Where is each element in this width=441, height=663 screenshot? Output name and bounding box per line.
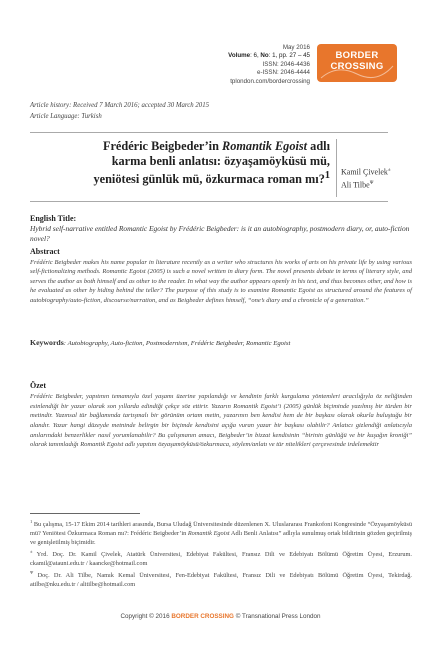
english-title-text: Hybrid self-narrative entitled Romantic Egoist by Frédéric Beigbeder: is it an autobiography, postmodern diary, or, auto-fiction novel?: [30, 224, 410, 243]
article-history: [30, 100, 330, 122]
ozet-heading: Özet: [30, 381, 46, 390]
footnote-1: $^1$ Bu çalışma, 15-17 Ekim 2014 tarihleri arasında, Bursa Uludağ Üniversitesinde düzenlenen X. Uluslararası Frankofoni Kongresinde “Özyaşamöyküsü mü? Yeniötesi Özkurmaca Roman mı?: Frédéric Beigbeder’in Romantik Egoist Adlı Benli Anlatısı” adlıyla sunulmuş ortak bildirinin gözden geçirilmiş ve genişletilmiş biçimidir.: [30, 519, 413, 546]
author-1: Kamil Çivelek±: [341, 167, 391, 177]
logo-line-2: CROSSING: [330, 61, 384, 72]
eissn: e-ISSN: 2046-4444: [257, 69, 310, 77]
footnote-rule: [30, 513, 140, 514]
footnotes: [30, 518, 412, 590]
copyright-footer: Copyright © 2016 BORDER CROSSING © Transnational Press London: [120, 613, 321, 620]
title-block: [30, 132, 391, 202]
history-dates: Article history: Received 7 March 2016; accepted 30 March 2015: [30, 102, 209, 109]
border-crossing-logo: [317, 44, 397, 82]
issn: ISSN: 2046-4436: [262, 60, 310, 68]
abstract-text: Frédéric Beigbeder makes his name popular in literature recently as a writer who structures his works of arts on his private life by using various self-fictionalizing methods. Romantic Egoist (2005) is such a novel written in diary form. The novel presents debate in terms of literary style, and serves the author as both himself and as other to the reader. In what way the author appears openly in his text, and thus becomes other, and how is he evaluated as other by hiding behind the teller? The purpose of this study is to examine Romantic Egoist as structured around the features of autobiography/auto-fiction, discourse/narration, and as Beigbeder defines himself, “one’s diary and a chronicle of a generation.”: [30, 259, 412, 304]
journal-header: [160, 44, 310, 86]
issue-date: May 2016: [282, 44, 310, 51]
logo-line-1: BORDER: [335, 50, 379, 61]
volume-info: Volume: 6, No: 1, pp. 27 – 45: [228, 52, 310, 60]
keywords: Keywords: Autobiography, Auto-fiction, Postmodernism, Frédéric Beigbeder, Romantic Egoist: [30, 338, 291, 347]
journal-url[interactable]: tplondon.com/bordercrossing: [230, 77, 310, 85]
footnote-2: ± Yrd. Doç. Dr. Kamil Çivelek, Atatürk Üniversitesi, Edebiyat Fakültesi, Fransız Dili ve Edebiyatı Bölümü Öğretim Üyesi, Erzurum. ckamil@atauni.edu.tr / kaancke@hotmail.com: [30, 548, 412, 567]
english-title-label: English Title:: [30, 214, 77, 223]
title-divider: [336, 139, 337, 197]
abstract-heading: Abstract: [30, 247, 60, 256]
author-2: Ali Tilbe$^\Psi$: [341, 180, 374, 190]
footnote-3: $^\Psi$ Doç. Dr. Ali Tilbe, Namık Kemal Üniversitesi, Fen-Edebiyat Fakültesi, Fransız Dili ve Edebiyatı Bölümü Öğretim Üyesi, Tekirdağ. atilbe@nku.edu.tr / alitilbe@hotmail.com: [30, 569, 413, 588]
author-list: [341, 165, 401, 190]
ozet-text: Frédéric Beigbeder, yapıtının temamıyla özel yaşamı üzerine yapılandığı ve kendinin farklı kurgulama yöntemleri aracılığıyla öz neliğinden esinlendiği bir yazar olarak son yıllarda edindiği çekçe söz ettirir. Yazarın Romantik Egoist’i (2005) günlük biçiminde yazılmış bir türden bir metindir. Yazınsal tür bağlamında tartışmalı bir görünüm ortam metin, yazarının ben kendisi hem de bir başkası olarak okurla buluştuğu bir alandır. Yazar hangi düzeyde metninde belirgin bir biçimde kendisini açığa vuran yazar bir başkası olabilir? Anlatıcı gizlendiği anlatıcıyla anılarındaki benzerlikler nasıl yorumlanabilir? Bu çalışmanın amacı, Beigbeder’in bizzat kendisinin “birinin günlüğü ve bir kuşağın kroniği” olarak tanımladığı Romantik Egoist adlı yapıtını özyaşamöyküsü/özkurmaca, söylem/anlatı ve tür nitelikleri çerçevesinde irdelemektir: [30, 393, 412, 449]
article-title: Frédéric Beigbeder’in Romantik Egoist adlı karma benli anlatısı: özyaşamöyküsü mü, yeniötesi günlük mü, özkurmaca roman mı?$^1$: [93, 139, 330, 186]
article-language: Article Language: Turkish: [30, 113, 102, 120]
